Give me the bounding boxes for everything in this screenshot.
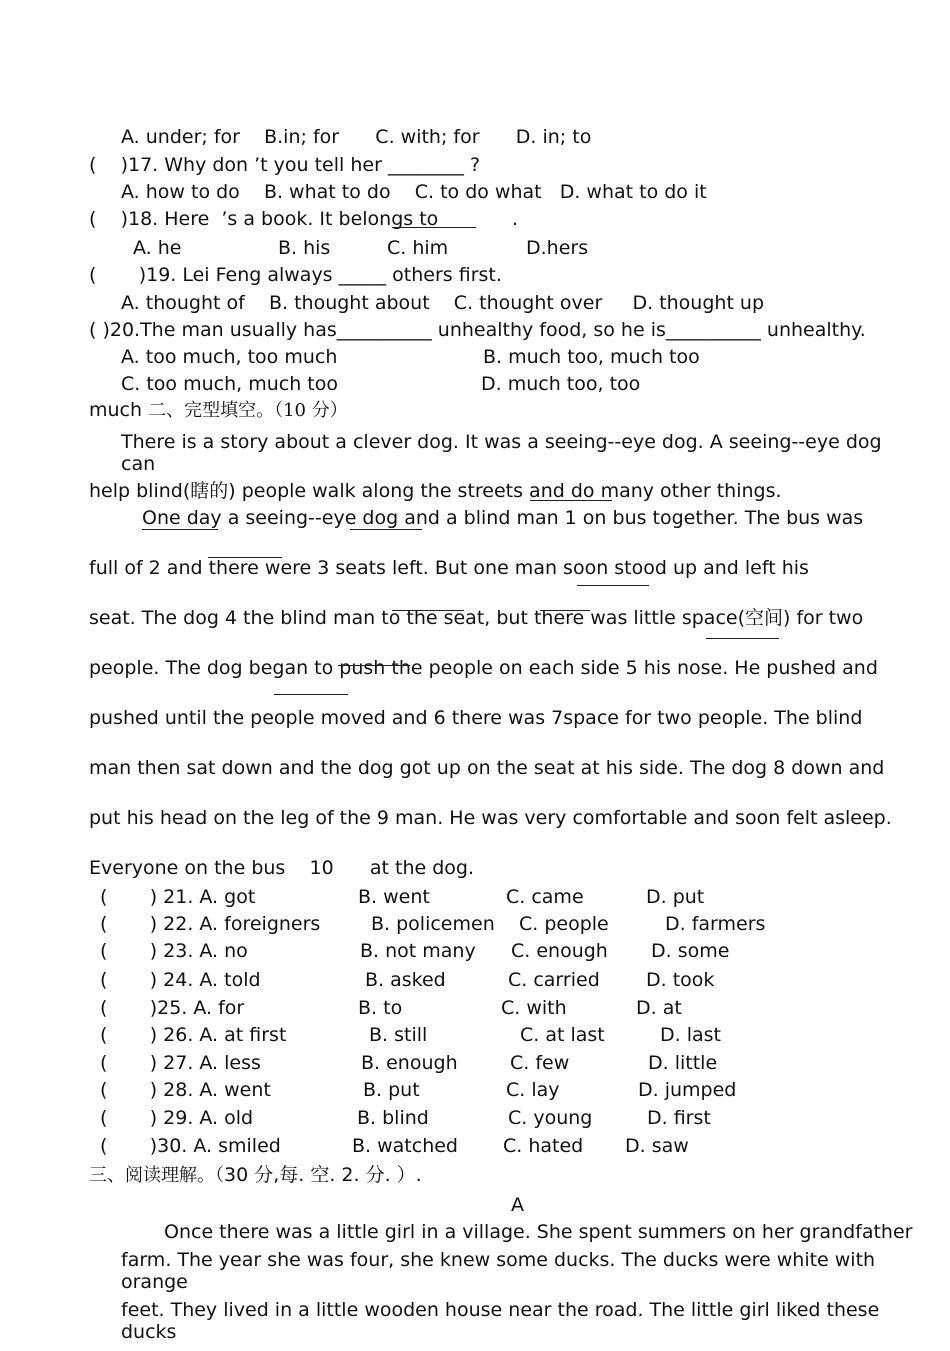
q20-option-c: C. too much, much too [121, 373, 338, 395]
passage-underline [540, 610, 590, 611]
passage-underline [577, 585, 649, 586]
option-d: D. saw [625, 1135, 689, 1157]
question-20: ( )20.The man usually has__________ unhealthy food, so he is__________ unhealthy. [89, 319, 866, 341]
option-b: B. to [358, 997, 403, 1019]
option-d: D. jumped [638, 1079, 737, 1101]
option-d: D. first [647, 1107, 711, 1129]
q20-option-d: D. much too, too [481, 373, 641, 395]
section-3-heading [89, 1164, 422, 1187]
option-d: D. farmers [665, 913, 766, 935]
section-3-title-en: 30 分,每. 空. 2. 分. ）. [224, 1164, 422, 1186]
cloze-option-row-25: ( )25. A. for [100, 997, 245, 1019]
section-2-lead: much [89, 399, 149, 421]
reading-passage-label: A [511, 1194, 524, 1216]
q18-option-b: B. his [278, 237, 331, 259]
passage-underline [706, 638, 779, 639]
passage-line-5: seat. The dog 4 the blind man to the seat, but there was little space(空间) for two [89, 607, 864, 629]
passage-line-1: There is a story about a clever dog. It was a seeing--eye dog. A seeing--eye dog can [121, 431, 882, 475]
passage-line-3: One day a seeing--eye dog and a blind man 1 on bus together. The bus was [142, 507, 864, 529]
passage-underline [530, 500, 612, 501]
option-b: B. asked [365, 969, 446, 991]
option-c: C. with [501, 997, 567, 1019]
option-b: B. put [363, 1079, 420, 1101]
answer-blank [392, 227, 476, 228]
passage-line-7: pushed until the people moved and 6 there was 7space for two people. The blind [89, 707, 863, 729]
q20-option-b: B. much too, much too [483, 346, 700, 368]
question-17: ( )17. Why don ’t you tell her ________ ? [89, 154, 481, 176]
option-b: B. policemen [371, 913, 495, 935]
option-d: D. little [648, 1052, 718, 1074]
q17-options: A. how to do B. what to do C. to do what D. what to do it [121, 181, 707, 203]
passage-line-2: help blind(瞎的) people walk along the streets and do many other things. [89, 480, 782, 502]
cloze-option-row-22: ( ) 22. A. foreigners [100, 913, 321, 935]
option-d: D. took [646, 969, 715, 991]
passage-underline [350, 529, 422, 530]
reading-line-2: farm. The year she was four, she knew some ducks. The ducks were white with orange [121, 1249, 876, 1293]
cloze-option-row-23: ( ) 23. A. no [100, 940, 248, 962]
cloze-option-row-24: ( ) 24. A. told [100, 969, 261, 991]
q20-option-a: A. too much, too much [121, 346, 338, 368]
cloze-option-row-26: ( ) 26. A. at first [100, 1024, 287, 1046]
q18-option-d: D.hers [526, 237, 589, 259]
option-b: B. enough [361, 1052, 458, 1074]
option-d: D. last [660, 1024, 721, 1046]
passage-line-4: full of 2 and there were 3 seats left. But one man soon stood up and left his [89, 557, 809, 579]
cloze-option-row-28: ( ) 28. A. went [100, 1079, 271, 1101]
reading-line-3: feet. They lived in a little wooden house near the road. The little girl liked these ducks [121, 1299, 880, 1343]
option-c: C. people [519, 913, 609, 935]
option-b: B. still [369, 1024, 428, 1046]
q18-end: . [512, 208, 519, 230]
option-c: C. young [508, 1107, 593, 1129]
cloze-option-row-30: ( )30. A. smiled [100, 1135, 281, 1157]
question-18: ( )18. Here ’s a book. It belongs to [89, 208, 439, 230]
passage-underline [392, 610, 464, 611]
option-c: C. lay [506, 1079, 560, 1101]
passage-underline [274, 694, 348, 695]
option-d: D. some [651, 940, 730, 962]
passage-line-6: people. The dog began to push the people on each side 5 his nose. He pushed and [89, 657, 878, 679]
section-2-heading [89, 399, 348, 422]
option-b: B. not many [360, 940, 476, 962]
option-c: C. hated [503, 1135, 584, 1157]
q18-option-a: A. he [133, 237, 182, 259]
option-b: B. watched [352, 1135, 458, 1157]
q16-options: A. under; for B.in; for C. with; for D. in; to [121, 126, 592, 148]
option-c: C. carried [508, 969, 600, 991]
passage-line-9: put his head on the leg of the 9 man. He was very comfortable and soon felt asleep. [89, 807, 892, 829]
passage-underline [338, 665, 410, 666]
option-c: C. enough [511, 940, 608, 962]
option-b: B. blind [357, 1107, 429, 1129]
cloze-option-row-21: ( ) 21. A. got [100, 886, 256, 908]
passage-line-10: Everyone on the bus 10 at the dog. [89, 857, 475, 879]
option-c: C. came [506, 886, 584, 908]
option-d: D. at [636, 997, 682, 1019]
section-2-title: 二、完型填空。（10 分） [148, 400, 348, 421]
option-b: B. went [358, 886, 430, 908]
passage-underline [142, 529, 218, 530]
cloze-option-row-27: ( ) 27. A. less [100, 1052, 261, 1074]
q18-option-c: C. him [387, 237, 449, 259]
q19-options: A. thought of B. thought about C. thought over D. thought up [121, 292, 765, 314]
option-d: D. put [646, 886, 705, 908]
option-c: C. few [510, 1052, 570, 1074]
question-19: ( )19. Lei Feng always _____ others first. [89, 264, 502, 286]
passage-line-8: man then sat down and the dog got up on the seat at his side. The dog 8 down and [89, 757, 885, 779]
cloze-option-row-29: ( ) 29. A. old [100, 1107, 254, 1129]
option-c: C. at last [520, 1024, 605, 1046]
reading-line-1: Once there was a little girl in a village. She spent summers on her grandfather [164, 1221, 913, 1243]
section-3-title-cn: 三、阅读理解。（ [89, 1165, 224, 1186]
